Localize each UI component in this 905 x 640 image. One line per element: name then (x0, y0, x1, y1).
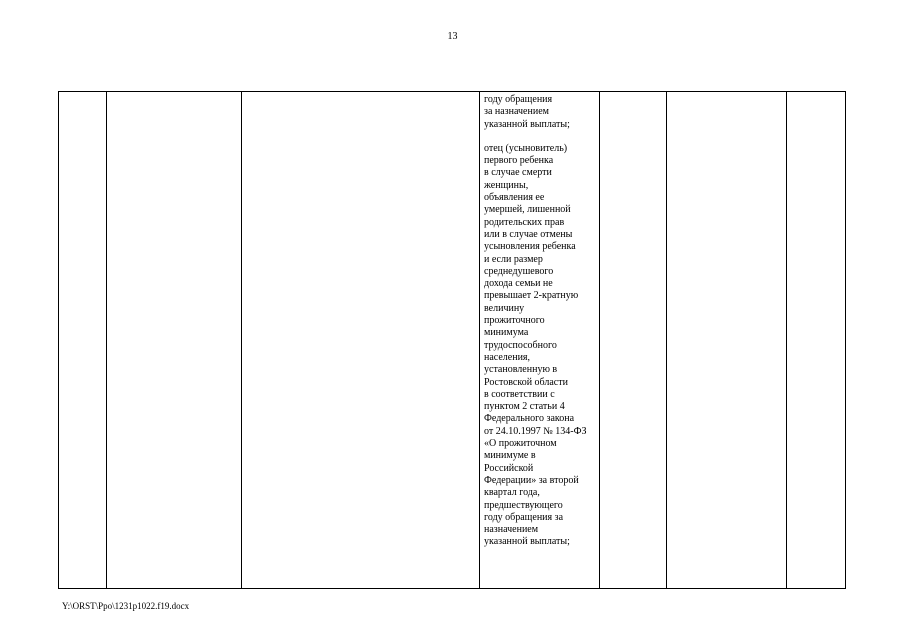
table-cell-col3 (242, 92, 480, 589)
table-cell-col1 (59, 92, 107, 589)
document-table (58, 91, 846, 589)
page-number: 13 (447, 31, 458, 42)
description-paragraph-1: году обращения за назначением указанной выплаты; (484, 94, 570, 130)
description-paragraph-2: отец (усыновитель) первого ребенка в случае смерти женщины, объявления ее умершей, лишенной родительских прав или в случае отмены усыновления ребенка и если размер среднедушевого дохода семьи не превышает 2-кратную величину прожиточного минимума трудоспособного населения, установленную в Ростовской области в соответствии с пунктом 2 статьи 4 Федерального закона от 24.10.1997 № 134-ФЗ «О прожиточном минимуме в Российской Федерации» за второй квартал года, предшествующего году обращения за назначением указанной выплаты; (484, 142, 587, 548)
table-cell-col2 (107, 92, 242, 589)
table-cell-col7 (787, 92, 846, 589)
table-cell-col5 (600, 92, 667, 589)
table-row (59, 92, 846, 589)
footer-file-path: Y:\ORST\Ppo\1231p1022.f19.docx (62, 601, 190, 611)
table-cell-col6 (667, 92, 787, 589)
table-cell-recipient-description (480, 92, 600, 589)
